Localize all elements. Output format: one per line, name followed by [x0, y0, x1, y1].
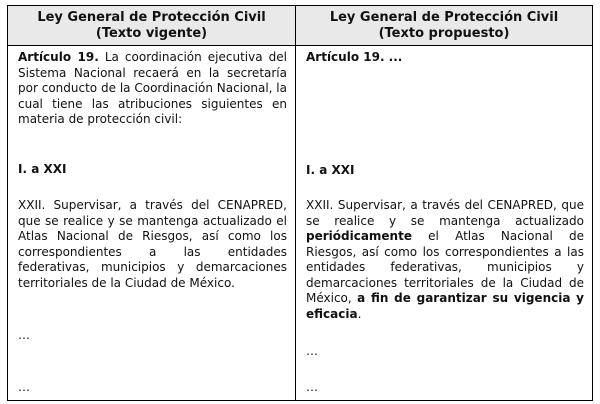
header-left-subtitle: (Texto vigente) — [95, 26, 208, 41]
left-range — [18, 162, 287, 178]
right-article-label — [306, 50, 584, 66]
left-ellipsis-2: … — [18, 380, 30, 394]
right-cenapred: CENAPRED — [487, 198, 554, 212]
right-periodicamente: periódicamente — [306, 229, 412, 243]
right-xxii-text-1: XXII. Supervisar, a través del — [306, 198, 488, 212]
left-article-text: La coordinación ejecutiva del Sistema Nacional recaerá en la secretaría por conducto de la Coordinación Nacional, la cual tiene las atribuciones siguientes en materia de protección civil: — [18, 50, 287, 126]
left-xxii-text-1: XXII. Supervisar, a través del — [18, 198, 218, 212]
current-text-column — [8, 46, 296, 400]
header-current-text — [8, 6, 296, 46]
right-article-label-text: Artículo 19. ... — [306, 50, 403, 64]
right-range-label: I. a XXI — [306, 163, 355, 177]
comparison-table — [7, 5, 593, 401]
left-ellipsis-1: … — [18, 328, 30, 342]
header-left-title: Ley General de Protección Civil — [37, 10, 266, 25]
right-xxii-text-3: el Atlas Nacional de Riesgos, así como los correspondientes a las entidades federativas, municipios y demarcaciones territoriales de la Ciudad de México, — [306, 229, 584, 305]
proposed-text-column — [296, 46, 592, 400]
right-period: . — [357, 306, 362, 321]
right-bold-end: a fin de garantizar su vigencia y eficacia — [306, 291, 585, 321]
right-range — [306, 163, 584, 179]
header-proposed-text — [296, 6, 592, 46]
left-cenapred: CENAPRED — [217, 198, 284, 212]
left-article-label: Artículo 19. — [18, 50, 99, 64]
header-right-subtitle: (Texto propuesto) — [378, 26, 510, 41]
right-xxii-paragraph — [306, 198, 584, 322]
left-article-paragraph — [18, 50, 287, 128]
left-xxii-paragraph — [18, 198, 287, 291]
left-range-label: I. a XXI — [18, 162, 67, 176]
right-ellipsis-2: … — [306, 380, 318, 394]
right-xxii-text-2: , que se realice y se mantenga actualizado — [306, 198, 584, 228]
header-right-title: Ley General de Protección Civil — [329, 10, 559, 25]
left-xxii-text-2: , que se realice y se mantenga actualizado el Atlas Nacional de Riesgos, así como los correspondientes a las entidades federativas, municipios y demarcaciones territoriales de la Ciudad de México. — [18, 198, 287, 290]
right-ellipsis-1: … — [306, 344, 318, 358]
